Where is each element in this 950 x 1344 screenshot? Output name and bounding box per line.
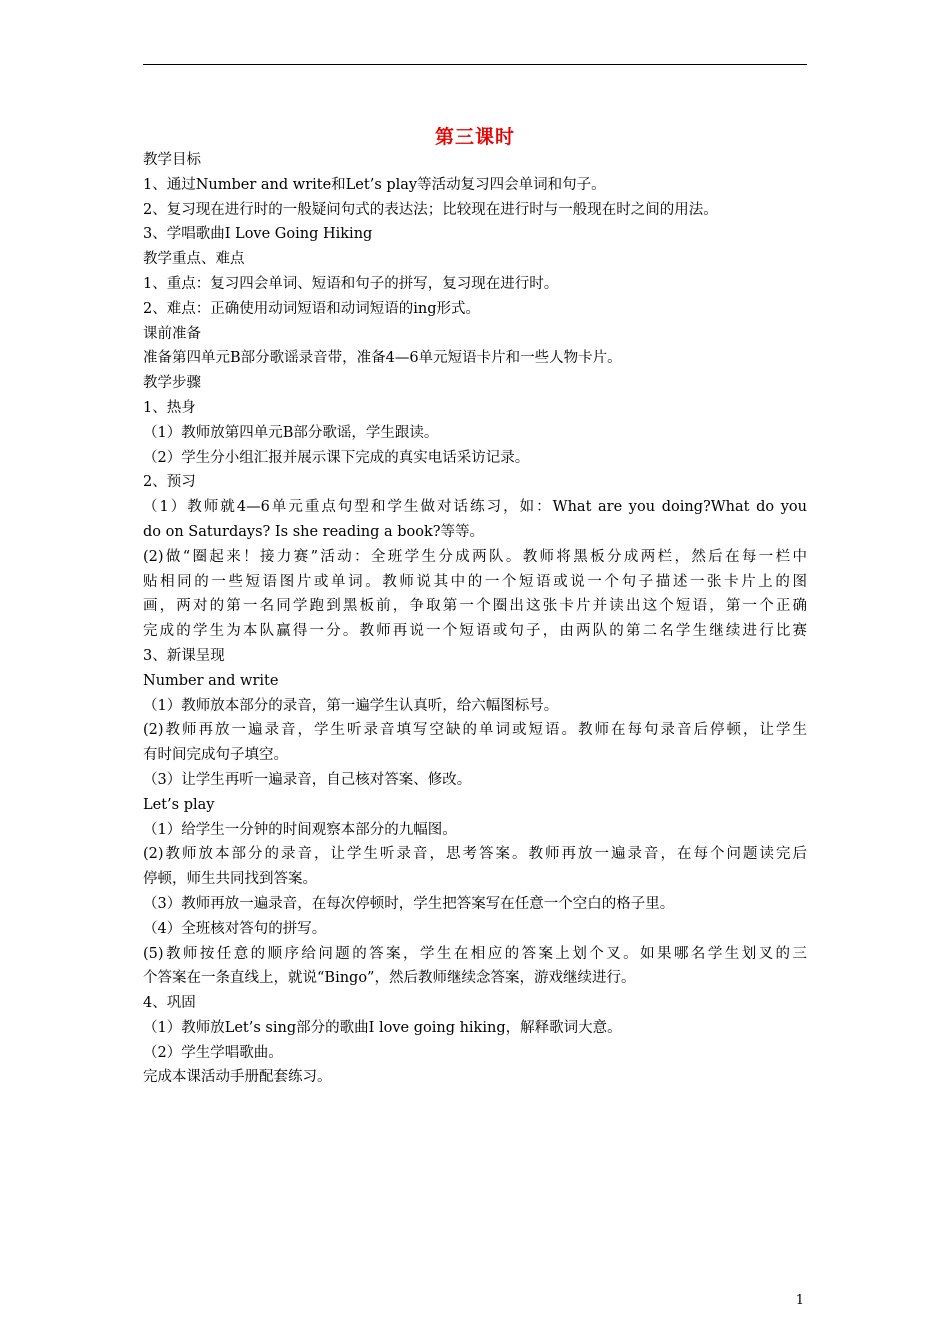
text-line: 完成本课活动手册配套练习。 bbox=[143, 1069, 332, 1086]
text-line: 4、巩固 bbox=[143, 995, 196, 1012]
text-line: 1、重点：复习四会单词、短语和句子的拼写，复习现在进行时。 bbox=[143, 275, 559, 292]
page-title: 第三课时 bbox=[434, 126, 515, 148]
text-line: 个答案在一条直线上，就说“Bingo”，然后教师继续念答案，游戏继续进行。 bbox=[143, 970, 636, 987]
text-line: 完成的学生为本队赢得一分。教师再说一个短语或句子，由两队的第二名学生继续进行比赛 bbox=[143, 623, 807, 640]
text-line: （1）教师放Let’s sing部分的歌曲I love going hiking，解释歌词大意。 bbox=[143, 1019, 622, 1036]
text-line: （3）让学生再听一遍录音，自己核对答案、修改。 bbox=[143, 771, 472, 788]
text-line: (2)做“圈起来！接力赛”活动：全班学生分成两队。教师将黑板分成两栏，然后在每一栏中 bbox=[143, 548, 807, 565]
text-line: （4）全班核对答句的拼写。 bbox=[143, 920, 327, 937]
text-line: 有时间完成句子填空。 bbox=[143, 747, 288, 764]
text-line: 贴相同的一些短语图片或单词。教师说其中的一个短语或说一个句子描述一张卡片上的图 bbox=[143, 573, 807, 590]
text-line: 教学步骤 bbox=[143, 375, 201, 392]
text-line: （1）教师放第四单元B部分歌谣，学生跟读。 bbox=[143, 424, 439, 441]
text-line: 准备第四单元B部分歌谣录音带，准备4—6单元短语卡片和一些人物卡片。 bbox=[143, 350, 622, 367]
text-line: 3、学唱歌曲I Love Going Hiking bbox=[143, 226, 373, 243]
document-body bbox=[143, 148, 807, 1090]
text-line: 停顿，师生共同找到答案。 bbox=[143, 871, 317, 888]
text-line: 教学目标 bbox=[143, 152, 201, 168]
text-line: Let’s play bbox=[143, 796, 215, 813]
text-line: 教学重点、难点 bbox=[143, 251, 245, 268]
text-line: 1、通过Number and write和Let’s play等活动复习四会单词和句子。 bbox=[143, 176, 606, 193]
text-line: 课前准备 bbox=[143, 325, 201, 342]
text-line: (5)教师按任意的顺序给问题的答案，学生在相应的答案上划个叉。如果哪名学生划叉的三 bbox=[143, 945, 807, 962]
header-rule bbox=[143, 64, 807, 65]
text-line: 画，两对的第一名同学跑到黑板前，争取第一个圈出这张卡片并读出这个短语，第一个正确 bbox=[143, 598, 807, 615]
text-line: （2）学生分小组汇报并展示课下完成的真实电话采访记录。 bbox=[143, 449, 530, 466]
text-line: (2)教师放本部分的录音，让学生听录音，思考答案。教师再放一遍录音，在每个问题读完后 bbox=[143, 846, 807, 863]
text-line: 2、难点：正确使用动词短语和动词短语的ing形式。 bbox=[143, 300, 480, 317]
text-line: 2、复习现在进行时的一般疑问句式的表达法；比较现在进行时与一般现在时之间的用法。 bbox=[143, 201, 718, 218]
text-line: （1）教师就4—6单元重点句型和学生做对话练习，如：What are you doing?What do you bbox=[143, 499, 807, 516]
text-line: 3、新课呈现 bbox=[143, 647, 225, 664]
text-line: 1、热身 bbox=[143, 399, 196, 416]
text-line: （2）学生学唱歌曲。 bbox=[143, 1044, 283, 1061]
text-line: （3）教师再放一遍录音，在每次停顿时，学生把答案写在任意一个空白的格子里。 bbox=[143, 895, 675, 912]
text-line: (2)教师再放一遍录音，学生听录音填写空缺的单词或短语。教师在每句录音后停顿，让学生 bbox=[143, 722, 807, 739]
text-line: 2、预习 bbox=[143, 474, 196, 491]
text-line: （1）教师放本部分的录音，第一遍学生认真听，给六幅图标号。 bbox=[143, 697, 559, 714]
text-line: do on Saturdays? Is she reading a book?等等。 bbox=[143, 523, 485, 540]
text-line: Number and write bbox=[143, 672, 279, 689]
page-number: 1 bbox=[795, 1293, 804, 1308]
text-line: （1）给学生一分钟的时间观察本部分的九幅图。 bbox=[143, 821, 457, 838]
